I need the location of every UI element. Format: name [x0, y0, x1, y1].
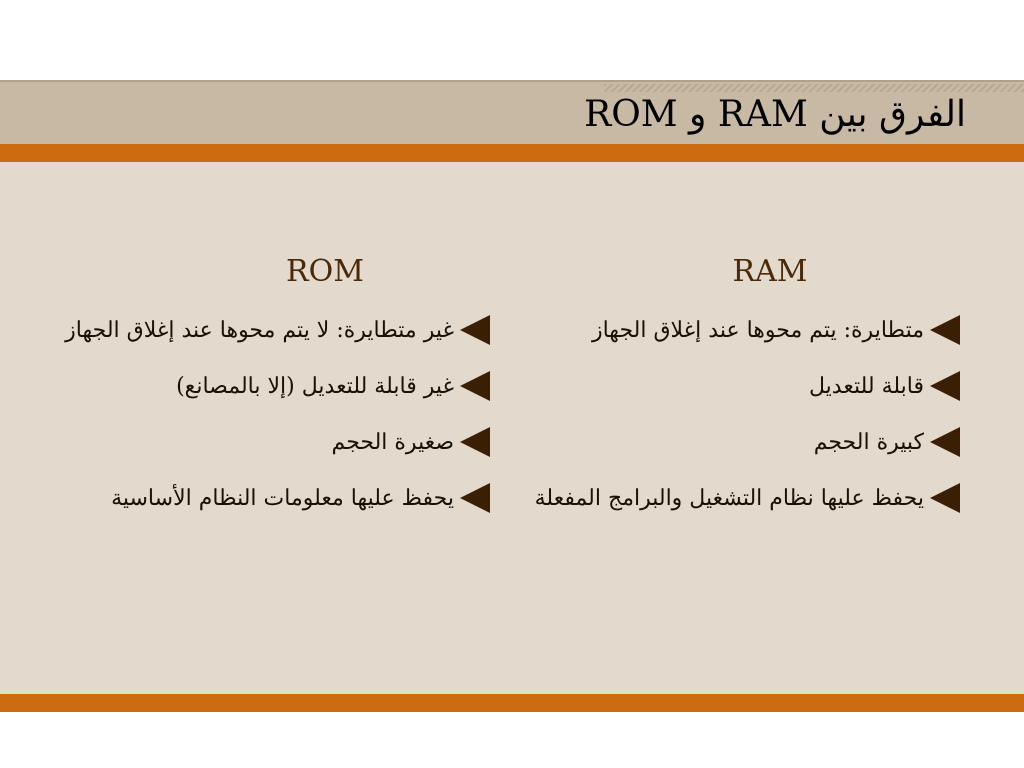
list-item — [70, 414, 490, 470]
ram-bullet-list — [534, 302, 960, 526]
triangle-bullet-icon — [930, 427, 960, 457]
bullet-text: يحفظ عليها معلومات النظام الأساسية — [111, 485, 454, 511]
ram-heading: RAM — [732, 254, 808, 289]
bullet-text: صغيرة الحجم — [331, 429, 454, 455]
content-area — [0, 162, 1024, 694]
rom-column — [65, 252, 490, 526]
bullet-text: متطايرة: يتم محوها عند إغلاق الجهاز — [591, 317, 924, 343]
rom-bullet-list — [65, 302, 490, 526]
bullet-text: كبيرة الحجم — [813, 429, 924, 455]
title-band — [0, 80, 1024, 144]
bullet-text: يحفظ عليها نظام التشغيل والبرامج المفعلة — [534, 485, 924, 511]
list-item — [534, 470, 960, 526]
bottom-accent-bar — [0, 694, 1024, 712]
triangle-bullet-icon — [460, 371, 490, 401]
rom-heading: ROM — [286, 254, 364, 289]
ram-column — [534, 252, 960, 526]
triangle-bullet-icon — [930, 483, 960, 513]
bullet-text: غير قابلة للتعديل (إلا بالمصانع) — [176, 373, 454, 399]
triangle-bullet-icon — [930, 371, 960, 401]
list-item — [560, 414, 960, 470]
list-item — [560, 358, 960, 414]
triangle-bullet-icon — [460, 315, 490, 345]
bullet-text: غير متطايرة: لا يتم محوها عند إغلاق الجهاز — [65, 317, 454, 343]
triangle-bullet-icon — [930, 315, 960, 345]
triangle-bullet-icon — [460, 427, 490, 457]
list-item — [65, 302, 490, 358]
top-accent-bar — [0, 144, 1024, 162]
bullet-text: قابلة للتعديل — [809, 373, 924, 399]
slide-title: الفرق بين RAM و ROM — [584, 94, 966, 135]
list-item — [560, 302, 960, 358]
triangle-bullet-icon — [460, 483, 490, 513]
list-item — [70, 470, 490, 526]
list-item — [70, 358, 490, 414]
